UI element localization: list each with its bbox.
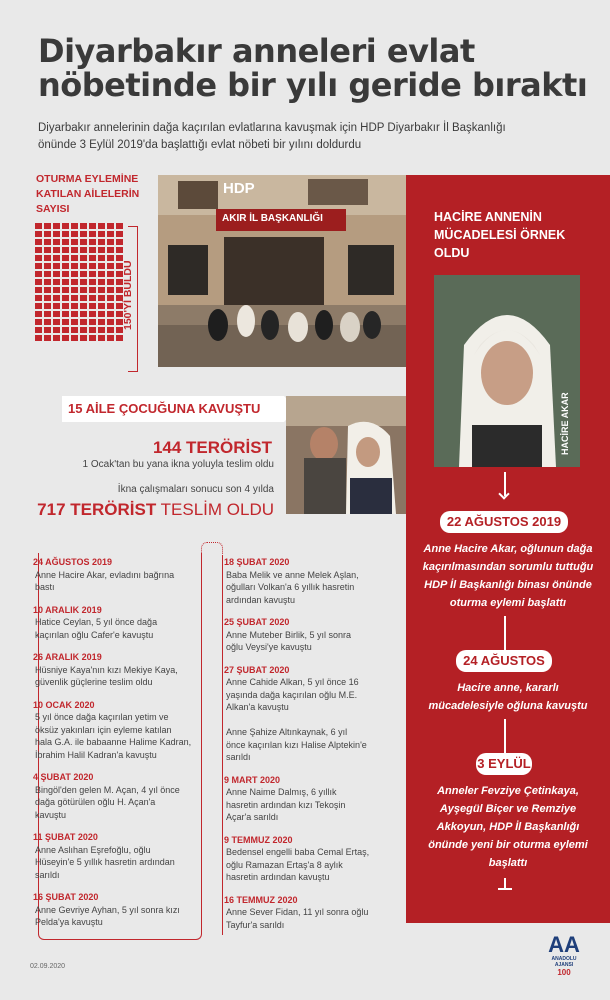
family-square	[35, 335, 42, 341]
red-timeline-end	[504, 878, 506, 888]
timeline-text-line: Açar'a sarıldı	[226, 812, 279, 822]
timeline-text-line: Pelda'ya kavuştu	[35, 917, 103, 927]
family-square	[53, 263, 60, 269]
timeline-date: 26 ARALIK 2019	[33, 652, 102, 662]
family-square	[107, 319, 114, 325]
family-square	[71, 295, 78, 301]
family-square	[116, 223, 123, 229]
family-square	[107, 263, 114, 269]
family-square	[80, 231, 87, 237]
family-square	[80, 327, 87, 333]
footer-date: 02.09.2020	[30, 963, 66, 970]
family-square	[62, 279, 69, 285]
family-square	[89, 319, 96, 325]
family-square	[80, 223, 87, 229]
family-square	[62, 311, 69, 317]
family-square	[107, 239, 114, 245]
timeline-entry	[224, 834, 400, 884]
red-timeline-text-1: Anne Hacire Akar, oğlunun dağa kaçırılmasından sorumlu tuttuğu HDP İl Başkanlığı binası önünde oturma eylemi başlattı	[422, 543, 594, 609]
timeline-entry	[224, 556, 400, 606]
timeline-text-line: Anne Gevriye Ayhan, 5 yıl sonra kızı	[35, 904, 180, 915]
terorist-count-1: 144 TERÖRİST	[152, 438, 272, 457]
timeline-date: 16 ŞUBAT 2020	[33, 892, 99, 902]
family-square	[71, 303, 78, 309]
family-square	[98, 255, 105, 261]
family-square	[89, 279, 96, 285]
families-label	[36, 172, 156, 217]
timeline-text-line: İbrahim Halil Kadran'a kavuştu	[35, 749, 157, 760]
timeline-date: 16 TEMMUZ 2020	[224, 894, 298, 905]
reunite-banner: 15 AİLE ÇOCUĞUNA KAVUŞTU	[62, 396, 284, 422]
timeline-right-line	[222, 555, 223, 935]
family-square	[80, 319, 87, 325]
family-square	[71, 263, 78, 269]
family-square	[44, 327, 51, 333]
timeline-text-line: Baba Melik ve anne Melek Aşlan,	[226, 569, 359, 580]
hacire-portrait	[434, 275, 580, 467]
family-square	[62, 239, 69, 245]
timeline-date: 18 ŞUBAT 2020	[224, 557, 290, 567]
timeline-text-line: oğlu Ramazan Ertaş'a 8 aylık	[226, 859, 343, 870]
family-square	[89, 223, 96, 229]
family-square	[62, 335, 69, 341]
timeline-text-line: kavuştu	[35, 809, 67, 820]
family-square	[71, 271, 78, 277]
family-square	[53, 335, 60, 341]
hdp-sign-2: AKIR İL BAŞKANLIĞI	[222, 213, 323, 224]
arrow-down-icon	[504, 472, 506, 496]
timeline-text-line: yaşında dağa kaçırılan oğlu M.E.	[226, 689, 358, 700]
family-square	[35, 287, 42, 293]
subtitle-line2: önünde 3 Eylül 2019'da başlattığı evlat nöbeti bir yılını doldurdu	[38, 139, 362, 151]
timeline-text-line: sarıldı	[226, 752, 251, 762]
timeline-text-line: sarıldı	[35, 869, 60, 880]
timeline-text-line: kaçırılan oğlu Cafer'e kavuştu	[35, 629, 154, 640]
family-square	[98, 263, 105, 269]
family-square	[107, 295, 114, 301]
family-square	[44, 295, 51, 301]
family-square	[44, 231, 51, 237]
family-square	[71, 327, 78, 333]
terorist-count-2-rest: TESLİM OLDU	[160, 500, 274, 519]
family-square	[80, 311, 87, 317]
timeline-entry	[224, 774, 400, 824]
timeline-dotted-connector	[201, 542, 223, 554]
family-square	[71, 231, 78, 237]
families-label-line1: OTURMA EYLEMİNE	[36, 173, 139, 185]
families-icon-grid	[35, 223, 135, 371]
portrait-label: HACİRE AKAR	[560, 392, 570, 455]
family-square	[98, 335, 105, 341]
family-square	[35, 247, 42, 253]
family-square	[53, 231, 60, 237]
hdp-sign: HDP	[223, 180, 255, 197]
family-square	[44, 335, 51, 341]
family-square	[107, 327, 114, 333]
family-square	[98, 303, 105, 309]
family-square	[35, 303, 42, 309]
timeline-text-line: Anne Aslıhan Eşrefoğlu, oğlu	[35, 844, 151, 855]
family-square	[35, 319, 42, 325]
families-count-label: 150'Yİ BULDU	[122, 260, 134, 330]
family-square	[53, 311, 60, 317]
family-square	[35, 239, 42, 245]
family-square	[44, 255, 51, 261]
family-square	[89, 271, 96, 277]
family-square	[62, 255, 69, 261]
family-square	[98, 231, 105, 237]
family-square	[80, 303, 87, 309]
families-grid	[35, 223, 135, 341]
family-square	[35, 295, 42, 301]
terorist-count-2-number: 717 TERÖRİST	[37, 500, 157, 519]
family-square	[35, 279, 42, 285]
family-square	[53, 295, 60, 301]
family-square	[107, 247, 114, 253]
family-square	[80, 295, 87, 301]
family-square	[80, 239, 87, 245]
timeline-entry	[33, 891, 203, 929]
family-square	[35, 223, 42, 229]
family-square	[71, 239, 78, 245]
family-square	[80, 279, 87, 285]
timeline-text-line: önce kaçırılan kızı Halise Alptekin'e	[226, 739, 367, 750]
family-square	[62, 295, 69, 301]
timeline-date: 9 TEMMUZ 2020	[224, 834, 293, 845]
family-square	[44, 303, 51, 309]
family-square	[53, 303, 60, 309]
timeline-date: 27 ŞUBAT 2020	[224, 664, 290, 675]
timeline-text-line: ardından kavuştu	[226, 594, 296, 605]
family-square	[71, 319, 78, 325]
family-square	[44, 247, 51, 253]
timeline-date: 10 OCAK 2020	[33, 699, 95, 710]
family-square	[89, 311, 96, 317]
family-square	[98, 247, 105, 253]
family-square	[62, 231, 69, 237]
family-square	[116, 239, 123, 245]
page-title-line2: nöbetinde bir yılı geride bıraktı	[38, 66, 588, 104]
family-square	[53, 239, 60, 245]
timeline-text-line: bastı	[35, 582, 55, 592]
families-label-line3: SAYISI	[36, 203, 70, 215]
family-square	[35, 231, 42, 237]
family-square	[53, 319, 60, 325]
timeline-date: 25 ŞUBAT 2020	[224, 617, 290, 627]
family-square	[80, 335, 87, 341]
timeline-date: 10 ARALIK 2019	[33, 604, 102, 615]
family-square	[44, 239, 51, 245]
family-square	[71, 279, 78, 285]
family-square	[107, 287, 114, 293]
family-square	[35, 311, 42, 317]
family-square	[35, 263, 42, 269]
timeline-text-line: 5 yıl önce dağa kaçırılan yetim ve	[35, 712, 169, 722]
timeline-text-line: Anne Naime Dalmış, 6 yıllık	[226, 787, 337, 797]
terorist-count-2	[34, 500, 274, 520]
terorist-caption-1: 1 Ocak'tan bu yana ikna yoluyla teslim oldu	[82, 459, 274, 470]
family-square	[53, 327, 60, 333]
family-square	[107, 311, 114, 317]
family-square	[71, 223, 78, 229]
family-square	[53, 247, 60, 253]
hacire-title-line3: OLDU	[434, 246, 470, 260]
timeline-text-line: Hüsniye Kaya'nın kızı Mekiye Kaya,	[35, 664, 178, 675]
timeline-text-line: Bingöl'den gelen M. Açan, 4 yıl önce	[35, 784, 180, 795]
logo-mark: AA	[548, 932, 580, 957]
timeline-text-line	[224, 714, 400, 727]
timeline-date: 24 AĞUSTOS 2019	[33, 557, 113, 567]
family-square	[98, 279, 105, 285]
red-timeline-end-bar	[498, 888, 512, 890]
logo-text: ANADOLU AJANSI	[551, 956, 577, 968]
timeline-text-line: Anne Şahize Altınkaynak, 6 yıl	[226, 727, 348, 737]
family-square	[44, 311, 51, 317]
family-square	[98, 271, 105, 277]
family-square	[62, 287, 69, 293]
family-square	[107, 279, 114, 285]
page-title-line1: Diyarbakır anneleri evlat	[38, 32, 475, 70]
timeline-entry	[33, 556, 203, 594]
family-square	[44, 271, 51, 277]
family-square	[116, 335, 123, 341]
timeline-text-line: hasretin ardından kavuştu	[226, 872, 330, 882]
timeline-text-line: Anne Muteber Birlik, 5 yıl sonra	[226, 629, 352, 640]
family-square	[89, 295, 96, 301]
family-square	[116, 231, 123, 237]
timeline-date: 9 MART 2020	[224, 774, 281, 785]
family-square	[80, 263, 87, 269]
family-square	[53, 287, 60, 293]
family-square	[44, 279, 51, 285]
family-square	[53, 279, 60, 285]
hacire-title	[434, 208, 594, 262]
family-square	[53, 223, 60, 229]
family-square	[71, 335, 78, 341]
red-timeline-text-2: Hacire anne, kararlı mücadelesiyle oğluna kavuştu	[428, 682, 588, 712]
page-subtitle	[38, 120, 598, 154]
family-square	[62, 247, 69, 253]
family-square	[107, 335, 114, 341]
family-square	[89, 231, 96, 237]
family-square	[98, 223, 105, 229]
family-square	[71, 287, 78, 293]
family-square	[71, 247, 78, 253]
family-square	[62, 271, 69, 277]
family-square	[98, 295, 105, 301]
family-square	[62, 303, 69, 309]
family-square	[107, 271, 114, 277]
terorist-caption-2: İkna çalışmaları sonucu son 4 yılda	[117, 484, 274, 495]
family-square	[80, 287, 87, 293]
hdp-building-photo	[158, 175, 406, 367]
hacire-title-line2: MÜCADELESİ ÖRNEK	[434, 228, 566, 242]
family-square	[89, 303, 96, 309]
timeline-date: 4 ŞUBAT 2020	[33, 772, 94, 782]
red-timeline-date-3: 3 EYLÜL	[476, 753, 532, 775]
timeline-text-line: Hüseyin'e 5 yıllık hasretin ardından	[35, 857, 175, 867]
timeline-date: 11 ŞUBAT 2020	[33, 832, 98, 842]
timeline-text-line: dağa götürülen oğlu H. Açan'a	[35, 797, 156, 807]
family-square	[62, 223, 69, 229]
family-square	[80, 247, 87, 253]
family-square	[35, 327, 42, 333]
red-timeline-connector	[504, 616, 506, 650]
family-square	[116, 247, 123, 253]
family-square	[89, 327, 96, 333]
anadolu-agency-logo	[544, 934, 584, 977]
red-timeline-date-2: 24 AĞUSTOS	[456, 650, 552, 672]
family-square	[71, 311, 78, 317]
timeline-entry	[33, 771, 203, 821]
hacire-title-line1: HACİRE ANNENİN	[434, 210, 542, 224]
timeline-entry	[224, 664, 400, 764]
family-square	[98, 319, 105, 325]
family-square	[89, 335, 96, 341]
family-square	[89, 239, 96, 245]
timeline-text-line: oğlu Veysi'ye kavuştu	[226, 642, 312, 652]
timeline-text-line: Bedensel engelli baba Cemal Ertaş,	[226, 847, 370, 857]
logo-100: 100	[557, 968, 571, 977]
family-square	[44, 263, 51, 269]
family-square	[53, 271, 60, 277]
red-timeline-connector	[504, 719, 506, 753]
subtitle-line1: Diyarbakır annelerinin dağa kaçırılan evlatlarına kavuşmak için HDP Diyarbakır İl Başkanlığı	[38, 122, 506, 134]
family-square	[98, 287, 105, 293]
family-square	[89, 247, 96, 253]
family-square	[35, 255, 42, 261]
family-square	[44, 287, 51, 293]
family-square	[107, 231, 114, 237]
family-square	[62, 327, 69, 333]
family-square	[80, 271, 87, 277]
red-timeline-text-3: Anneler Fevziye Çetinkaya, Ayşegül Biçer ve Remziye Akkoyun, HDP İl Başkanlığı önünde yeni bir oturma eylemi başlattı	[428, 785, 588, 869]
family-square	[53, 255, 60, 261]
timeline-text-line: Hatice Ceylan, 5 yıl önce dağa	[35, 617, 158, 627]
timeline-entry	[224, 894, 400, 932]
timeline-entry	[33, 604, 203, 642]
family-square	[98, 327, 105, 333]
family-square	[89, 287, 96, 293]
timeline-left	[33, 556, 203, 935]
family-square	[89, 255, 96, 261]
timeline-entry	[33, 651, 203, 689]
family-square	[35, 271, 42, 277]
family-square	[98, 311, 105, 317]
timeline-text-line: oğulları Volkan'a 6 yıllık hasretin	[226, 582, 355, 592]
page-title	[38, 34, 598, 102]
timeline-entry	[33, 699, 203, 762]
family-reunion-photo	[286, 396, 406, 514]
timeline-text-line: Alkan'a kavuştu	[226, 702, 289, 712]
timeline-text-line: hala G.A. ile babaanne Halime Kadran,	[35, 737, 192, 747]
family-photo-illustration	[286, 396, 406, 514]
timeline-right	[224, 556, 400, 937]
family-square	[62, 263, 69, 269]
family-square	[89, 263, 96, 269]
family-square	[107, 303, 114, 309]
timeline-text-line: güvenlik güçlerine teslim oldu	[35, 677, 153, 687]
timeline-entry	[224, 616, 400, 654]
family-square	[44, 223, 51, 229]
hdp-photo-illustration	[158, 175, 406, 367]
family-square	[98, 239, 105, 245]
timeline-text-line: hasretin ardından kızı Tekoşin	[226, 799, 346, 810]
family-square	[107, 255, 114, 261]
red-timeline-date-1: 22 AĞUSTOS 2019	[440, 511, 568, 533]
timeline-text-line: Anne Hacire Akar, evladını bağrına	[35, 569, 175, 580]
timeline-text-line: Tayfur'a sarıldı	[226, 919, 285, 930]
portrait-illustration	[434, 275, 580, 467]
family-square	[107, 223, 114, 229]
timeline-text-line: Anne Cahide Alkan, 5 yıl önce 16	[226, 677, 359, 687]
timeline-text-line: öksüz yakınları için eyleme katılan	[35, 724, 172, 735]
timeline-entry	[33, 831, 203, 881]
family-square	[62, 319, 69, 325]
families-label-line2: KATILAN AİLELERİN	[36, 188, 140, 200]
timeline-text-line: Anne Sever Fidan, 11 yıl sonra oğlu	[226, 907, 369, 917]
family-square	[71, 255, 78, 261]
family-square	[44, 319, 51, 325]
family-square	[80, 255, 87, 261]
